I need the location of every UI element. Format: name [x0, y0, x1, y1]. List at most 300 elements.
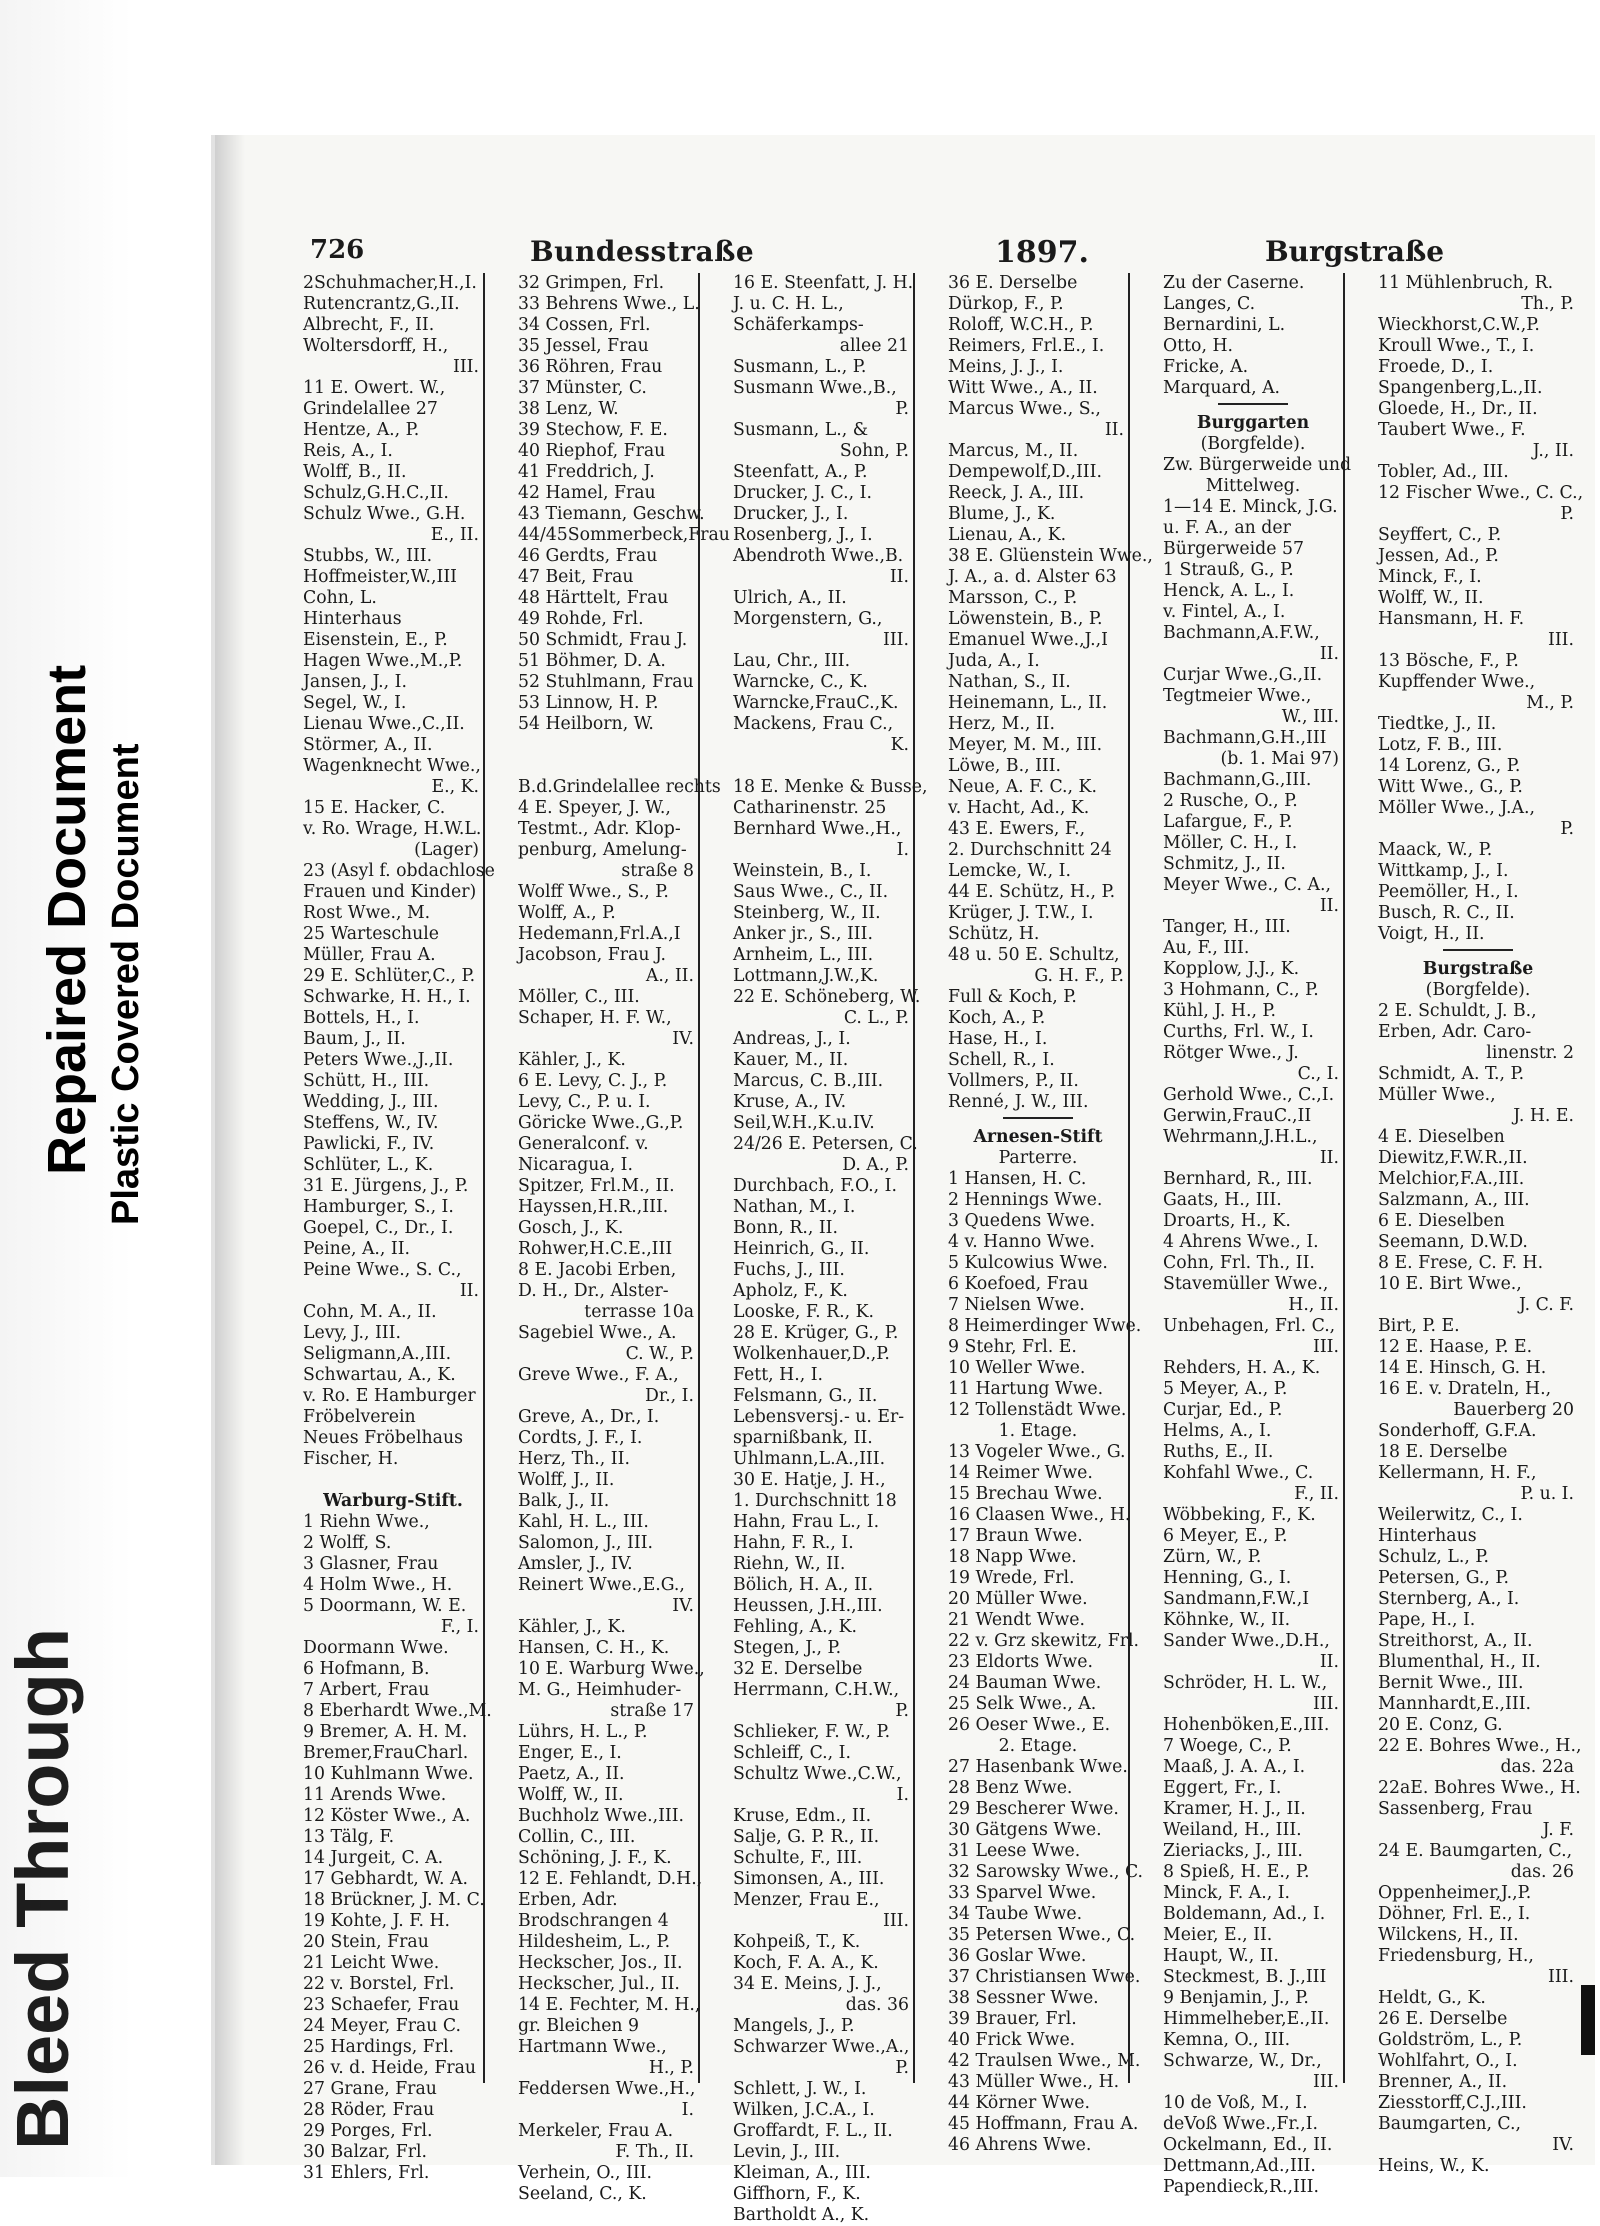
directory-entry: Seemann, D.W.D. — [1378, 1232, 1528, 1252]
directory-entry: Juda, A., I. — [948, 651, 1040, 671]
directory-entry: 4 v. Hanno Wwe. — [948, 1232, 1095, 1252]
directory-entry: Hahn, F. R., I. — [733, 1533, 854, 1553]
directory-entry: Fröbelverein — [303, 1407, 416, 1427]
directory-entry: 31 E. Jürgens, J., P. — [303, 1176, 469, 1196]
bleed-through-label: Bleed Through — [1, 1627, 84, 2150]
directory-entry: 30 E. Hatje, J. H., — [733, 1470, 886, 1490]
directory-entry: Bremer,FrauCharl. — [303, 1743, 469, 1763]
directory-entry: straße 17 — [610, 1701, 694, 1721]
directory-entry: u. F. A., an der — [1163, 518, 1291, 538]
directory-entry: Mittelweg. — [1205, 476, 1301, 496]
section-divider — [1378, 949, 1578, 959]
directory-entry: III. — [883, 1911, 909, 1931]
directory-entry: Mangels, J., P. — [733, 2016, 855, 2036]
directory-entry: Sternberg, A., I. — [1378, 1589, 1520, 1609]
directory-entry: Dettmann,Ad.,III. — [1163, 2156, 1316, 2176]
directory-entry: 16 E. Steenfatt, J. H. — [733, 273, 914, 293]
directory-entry: Saus Wwe., C., II. — [733, 882, 889, 902]
section-divider — [1163, 403, 1343, 413]
directory-entry: Bölich, H. A., II. — [733, 1575, 874, 1595]
directory-entry: (Borgfelde). — [1200, 434, 1306, 454]
directory-entry: 14 E. Hinsch, G. H. — [1378, 1358, 1547, 1378]
directory-entry: (Borgfelde). — [1425, 980, 1531, 1000]
directory-entry: 35 Jessel, Frau — [518, 336, 649, 356]
directory-entry: 12 Fischer Wwe., C. C., — [1378, 483, 1584, 503]
directory-entry: A., II. — [645, 966, 694, 986]
directory-entry: Haupt, W., II. — [1163, 1946, 1279, 1966]
directory-entry: Rutencrantz,G.,II. — [303, 294, 460, 314]
directory-entry: Döhner, Frl. E., I. — [1378, 1904, 1531, 1924]
directory-entry: Brodschrangen 4 — [518, 1911, 669, 1931]
directory-entry: Lottmann,J.W.,K. — [733, 966, 879, 986]
directory-entry — [518, 735, 698, 756]
directory-entry: Dürkop, F., P. — [948, 294, 1064, 314]
directory-entry: 13 Tälg, F. — [303, 1827, 395, 1847]
directory-entry: 2. Etage. — [998, 1736, 1078, 1756]
directory-entry: Jansen, J., I. — [303, 672, 407, 692]
directory-entry: Reis, A., I. — [303, 441, 393, 461]
plastic-covered-label: Plastic Covered Document — [105, 743, 147, 1225]
directory-entry: 24 Bauman Wwe. — [948, 1673, 1102, 1693]
directory-entry: Eggert, Fr., I. — [1163, 1778, 1282, 1798]
directory-entry: 6 E. Dieselben — [1378, 1211, 1505, 1231]
directory-entry: 52 Stuhlmann, Frau — [518, 672, 694, 692]
directory-entry: Lienau Wwe.,C.,II. — [303, 714, 465, 734]
directory-entry: penburg, Amelung- — [518, 840, 687, 860]
directory-entry: Cohn, Frl. Th., II. — [1163, 1253, 1315, 1273]
directory-entry: 23 (Asyl f. obdachlose — [303, 861, 495, 881]
directory-entry: J., II. — [1532, 441, 1574, 461]
section-heading: Warburg-Stift. — [323, 1491, 463, 1511]
directory-entry: 2 E. Schuldt, J. B., — [1378, 1001, 1537, 1021]
directory-entry: 7 Woege, C., P. — [1163, 1736, 1292, 1756]
directory-entry: Helms, A., I. — [1163, 1421, 1272, 1441]
directory-entry: 11 Arends Wwe. — [303, 1785, 447, 1805]
directory-entry: 22aE. Bohres Wwe., H. — [1378, 1778, 1581, 1798]
directory-entry: Bottels, H., I. — [303, 1008, 420, 1028]
directory-entry: Curjar Wwe.,G.,II. — [1163, 665, 1323, 685]
directory-entry: Marcus, C. B.,III. — [733, 1071, 884, 1091]
directory-entry: Sohn, P. — [839, 441, 909, 461]
directory-entry: Vollmers, P., II. — [948, 1071, 1079, 1091]
directory-entry: Ockelmann, Ed., II. — [1163, 2135, 1333, 2155]
directory-entry: Greve, A., Dr., I. — [518, 1407, 660, 1427]
directory-entry: J. C. F. — [1519, 1295, 1574, 1315]
directory-entry: Mannhardt,E.,III. — [1378, 1694, 1532, 1714]
section-heading: Burgstraße — [1422, 959, 1534, 979]
directory-entry: 4 Holm Wwe., H. — [303, 1575, 453, 1595]
directory-entry: Lührs, H. L., P. — [518, 1722, 648, 1742]
directory-entry: D. A., P. — [842, 1155, 909, 1175]
directory-entry: Rost Wwe., M. — [303, 903, 431, 923]
directory-entry: II. — [1319, 896, 1339, 916]
directory-entry: v. Ro. Wrage, H.W.L. — [303, 819, 482, 839]
directory-entry: 19 Kohte, J. F. H. — [303, 1911, 451, 1931]
directory-entry: 47 Beit, Frau — [518, 567, 634, 587]
directory-entry: Otto, H. — [1163, 336, 1234, 356]
directory-entry: 10 Weller Wwe. — [948, 1358, 1086, 1378]
directory-entry: 1. Durchschnitt 18 — [733, 1491, 897, 1511]
directory-entry: Herz, M., II. — [948, 714, 1055, 734]
directory-entry: Wilken, J.C.A., I. — [733, 2100, 875, 2120]
directory-entry: Krüger, J. T.W., I. — [948, 903, 1094, 923]
directory-entry: 7 Nielsen Wwe. — [948, 1295, 1085, 1315]
directory-entry: 16 E. v. Drateln, H., — [1378, 1379, 1552, 1399]
directory-entry: 37 Münster, C. — [518, 378, 647, 398]
directory-entry: Herz, Th., II. — [518, 1449, 630, 1469]
directory-entry: 29 E. Schlüter,C., P. — [303, 966, 476, 986]
column-4 — [948, 273, 1153, 2155]
year-heading: 1897. — [995, 235, 1089, 270]
directory-entry: Salomon, J., III. — [518, 1533, 654, 1553]
directory-entry: Albrecht, F., II. — [303, 315, 435, 335]
directory-entry: IV. — [1552, 2135, 1574, 2155]
directory-entry: 25 Warteschule — [303, 924, 440, 944]
directory-entry: Abendroth Wwe.,B. — [733, 546, 904, 566]
section-divider — [948, 1117, 1128, 1127]
directory-entry: Wolkenhauer,D.,P. — [733, 1344, 890, 1364]
directory-entry: Cohn, L. — [303, 588, 377, 608]
directory-entry: Zürn, W., P. — [1163, 1547, 1262, 1567]
directory-entry: Melchior,F.A.,III. — [1378, 1169, 1525, 1189]
directory-entry: das. 26 — [1510, 1862, 1574, 1882]
directory-entry: 13 Bösche, F., P. — [1378, 651, 1519, 671]
column-6 — [1378, 273, 1584, 2176]
page-edge-mark — [1581, 1985, 1595, 2055]
directory-entry: Neues Fröbelhaus — [303, 1428, 463, 1448]
directory-entry: Gosch, J., K. — [518, 1218, 624, 1238]
directory-entry: Schwarzer Wwe.,A., — [733, 2037, 910, 2057]
directory-entry: Fischer, H. — [303, 1449, 399, 1469]
directory-entry — [518, 756, 698, 777]
directory-entry: Koch, A., P. — [948, 1008, 1046, 1028]
directory-entry: 12 Tollenstädt Wwe. — [948, 1400, 1127, 1420]
directory-entry: Reeck, J. A., III. — [948, 483, 1085, 503]
section-heading: Arnesen-Stift — [973, 1127, 1103, 1147]
directory-entry: Bernhard, R., III. — [1163, 1169, 1313, 1189]
directory-entry: Bernhard Wwe.,H., — [733, 819, 902, 839]
directory-entry: Wittkamp, J., I. — [1378, 861, 1509, 881]
directory-entry: 12 Köster Wwe., A. — [303, 1806, 471, 1826]
directory-entry: Lafargue, F., P. — [1163, 812, 1293, 832]
directory-entry: Wöbbeking, F., K. — [1163, 1505, 1316, 1525]
directory-entry: Parterre. — [998, 1148, 1078, 1168]
directory-entry: Hoffmeister,W.,III — [303, 567, 457, 587]
directory-entry: Pawlicki, F., IV. — [303, 1134, 435, 1154]
directory-entry: Drucker, J. C., I. — [733, 483, 872, 503]
directory-entry: C. L., P. — [843, 1008, 909, 1028]
directory-entry: 1 Strauß, G., P. — [1163, 560, 1294, 580]
directory-entry: 8 E. Jacobi Erben, — [518, 1260, 677, 1280]
directory-entry: Schmitz, J., II. — [1163, 854, 1286, 874]
directory-entry: Schaper, H. F. W., — [518, 1008, 672, 1028]
directory-entry: 15 Brechau Wwe. — [948, 1484, 1103, 1504]
directory-entry: Sonderhoff, G.F.A. — [1378, 1421, 1537, 1441]
directory-entry: Warncke,FrauC.,K. — [733, 693, 899, 713]
directory-entry: Köhnke, W., II. — [1163, 1610, 1291, 1630]
directory-entry: Jessen, Ad., P. — [1378, 546, 1499, 566]
directory-entry: Bernit Wwe., III. — [1378, 1673, 1524, 1693]
directory-entry: Zu der Caserne. — [1163, 273, 1305, 293]
directory-entry: P. — [1560, 504, 1574, 524]
directory-entry: Hayssen,H.R.,III. — [518, 1197, 669, 1217]
directory-entry: II. — [1104, 420, 1124, 440]
directory-entry: Kroull Wwe., T., I. — [1378, 336, 1535, 356]
directory-entry: 44/45Sommerbeck,Frau — [518, 525, 730, 545]
directory-entry: 46 Gerdts, Frau — [518, 546, 658, 566]
directory-entry: P. — [895, 2058, 909, 2078]
directory-entry: 48 Härttelt, Frau — [518, 588, 669, 608]
directory-entry: Goldström, L., P. — [1378, 2030, 1523, 2050]
directory-entry: Bachmann,G.,III. — [1163, 770, 1312, 790]
directory-entry: Looske, F. R., K. — [733, 1302, 875, 1322]
street-heading-right: Burgstraße — [1265, 235, 1445, 268]
page-number: 726 — [310, 235, 365, 265]
directory-entry: D. H., Dr., Alster- — [518, 1281, 669, 1301]
directory-entry: Tobler, Ad., III. — [1378, 462, 1509, 482]
directory-entry: 17 Braun Wwe. — [948, 1526, 1083, 1546]
directory-entry: Kramer, H. J., II. — [1163, 1799, 1306, 1819]
directory-entry: 2 Rusche, O., P. — [1163, 791, 1298, 811]
directory-entry: 14 E. Fechter, M. H., — [518, 1995, 701, 2015]
directory-entry: 2 Hennings Wwe. — [948, 1190, 1103, 1210]
directory-entry: Gerwin,FrauC.,II — [1163, 1106, 1312, 1126]
directory-entry: Salzmann, A., III. — [1378, 1190, 1530, 1210]
directory-entry: terrasse 10a — [584, 1302, 694, 1322]
directory-entry: 1 Riehn Wwe., — [303, 1512, 430, 1532]
directory-entry: 40 Frick Wwe. — [948, 2030, 1076, 2050]
directory-entry: Wieckhorst,C.W.,P. — [1378, 315, 1540, 335]
directory-entry: Hedemann,Frl.A.,I — [518, 924, 681, 944]
directory-entry: Hartmann Wwe., — [518, 2037, 667, 2057]
directory-entry: III. — [1313, 1337, 1339, 1357]
directory-entry: Möller, C. H., I. — [1163, 833, 1298, 853]
directory-entry: 38 E. Glüenstein Wwe., — [948, 546, 1153, 566]
directory-entry: Cordts, J. F., I. — [518, 1428, 643, 1448]
directory-entry: C. W., P. — [625, 1344, 694, 1364]
directory-entry: 25 Selk Wwe., A. — [948, 1694, 1097, 1714]
directory-entry: Fett, H., I. — [733, 1365, 824, 1385]
directory-entry: Wolff, W., II. — [518, 1785, 624, 1805]
directory-entry: Heins, W., K. — [1378, 2156, 1490, 2176]
directory-entry: Schäferkamps- — [733, 315, 864, 335]
directory-entry: 3 Quedens Wwe. — [948, 1211, 1096, 1231]
directory-entry: 14 Reimer Wwe. — [948, 1463, 1093, 1483]
directory-entry: 10 Kuhlmann Wwe. — [303, 1764, 474, 1784]
directory-entry: Greve Wwe., F. A., — [518, 1365, 679, 1385]
directory-entry: 26 Oeser Wwe., E. — [948, 1715, 1111, 1735]
directory-entry: 22 v. Grz skewitz, Frl. — [948, 1631, 1140, 1651]
directory-entry: 33 Sparvel Wwe. — [948, 1883, 1097, 1903]
directory-entry: 44 E. Schütz, H., P. — [948, 882, 1116, 902]
directory-entry: Schleiff, C., I. — [733, 1743, 851, 1763]
directory-entry: 37 Christiansen Wwe. — [948, 1967, 1141, 1987]
directory-entry: Lau, Chr., III. — [733, 651, 851, 671]
directory-entry: Full & Koch, P. — [948, 987, 1077, 1007]
directory-entry: Catharinenstr. 25 — [733, 798, 887, 818]
directory-entry: Levy, J., III. — [303, 1323, 401, 1343]
directory-entry: Tegtmeier Wwe., — [1163, 686, 1312, 706]
directory-entry: 2. Durchschnitt 24 — [948, 840, 1112, 860]
directory-entry: 26 v. d. Heide, Frau — [303, 2058, 477, 2078]
directory-entry: 45 Hoffmann, Frau A. — [948, 2114, 1139, 2134]
directory-entry: Arnheim, L., III. — [733, 945, 874, 965]
directory-entry: 46 Ahrens Wwe. — [948, 2135, 1092, 2155]
directory-entry: 27 Grane, Frau — [303, 2079, 437, 2099]
directory-entry: 27 Hasenbank Wwe. — [948, 1757, 1128, 1777]
directory-entry: Gerhold Wwe., C.,I. — [1163, 1085, 1335, 1105]
directory-entry: (Lager) — [414, 840, 479, 860]
repaired-document-label: Repaired Document — [37, 664, 97, 1175]
directory-entry: Lebensversj.- u. Er- — [733, 1407, 905, 1427]
directory-entry: Wedding, J., III. — [303, 1092, 439, 1112]
directory-entry: 19 Wrede, Frl. — [948, 1568, 1075, 1588]
directory-entry: J. H. E. — [1513, 1106, 1574, 1126]
directory-entry: Generalconf. v. — [518, 1134, 649, 1154]
directory-entry: Bachmann,G.H.,III — [1163, 728, 1327, 748]
directory-entry: M. G., Heimhuder- — [518, 1680, 682, 1700]
directory-entry: Anker jr., S., III. — [733, 924, 873, 944]
directory-entry: Bernardini, L. — [1163, 315, 1286, 335]
directory-entry: III. — [1548, 1967, 1574, 1987]
directory-entry: Henning, G., I. — [1163, 1568, 1292, 1588]
directory-entry: Gaats, H., III. — [1163, 1190, 1282, 1210]
directory-entry: Schultz Wwe.,C.W., — [733, 1764, 902, 1784]
directory-entry: 1. Etage. — [998, 1421, 1078, 1441]
directory-entry: Kruse, Edm., II. — [733, 1806, 872, 1826]
directory-entry: Kohpeiß, T., K. — [733, 1932, 861, 1952]
directory-entry: Uhlmann,L.A.,III. — [733, 1449, 886, 1469]
directory-entry: Levy, C., P. u. I. — [518, 1092, 651, 1112]
directory-entry: 28 E. Krüger, G., P. — [733, 1323, 899, 1343]
directory-entry: (b. 1. Mai 97) — [1220, 749, 1339, 769]
directory-entry: Unbehagen, Frl. C., — [1163, 1316, 1336, 1336]
directory-entry: Maack, W., P. — [1378, 840, 1493, 860]
directory-entry: Heinemann, L., II. — [948, 693, 1108, 713]
directory-entry: Susmann Wwe.,B., — [733, 378, 897, 398]
directory-entry: Reimers, Frl.E., I. — [948, 336, 1105, 356]
directory-entry: Wolff, A., P. — [518, 903, 616, 923]
directory-entry: J. F. — [1542, 1820, 1574, 1840]
directory-entry: v. Hacht, Ad., K. — [948, 798, 1090, 818]
directory-entry: 4 E. Speyer, J. W., — [518, 798, 671, 818]
directory-entry: Sassenberg, Frau — [1378, 1799, 1533, 1819]
directory-entry: K. — [890, 735, 909, 755]
directory-entry: 30 Gätgens Wwe. — [948, 1820, 1102, 1840]
directory-entry: Schröder, H. L. W., — [1163, 1673, 1328, 1693]
directory-entry: Blume, J., K. — [948, 504, 1056, 524]
directory-entry: Andreas, J., I. — [733, 1029, 851, 1049]
directory-entry: III. — [1548, 630, 1574, 650]
directory-entry: 28 Röder, Frau — [303, 2100, 435, 2120]
directory-entry: Kleiman, A., III. — [733, 2163, 871, 2183]
directory-entry: Marcus, M., II. — [948, 441, 1079, 461]
directory-entry: Schulz Wwe., G.H. — [303, 504, 466, 524]
directory-entry: P. — [895, 1701, 909, 1721]
directory-entry: Lienau, A., K. — [948, 525, 1067, 545]
directory-entry: Seyffert, C., P. — [1378, 525, 1502, 545]
directory-entry: Schlett, J. W., I. — [733, 2079, 867, 2099]
directory-entry — [303, 1470, 483, 1491]
directory-entry: Sandmann,F.W.,I — [1163, 1589, 1310, 1609]
directory-entry: 31 Leese Wwe. — [948, 1841, 1081, 1861]
directory-entry: 8 Spieß, H. E., P. — [1163, 1862, 1310, 1882]
directory-entry: F., II. — [1294, 1484, 1339, 1504]
directory-entry: Ulrich, A., II. — [733, 588, 847, 608]
directory-entry: Schwarze, W., Dr., — [1163, 2051, 1322, 2071]
directory-entry: Wolff, J., II. — [518, 1470, 615, 1490]
directory-entry: Schlüter, L., K. — [303, 1155, 434, 1175]
directory-entry: 38 Sessner Wwe. — [948, 1988, 1099, 2008]
directory-entry: E., II. — [430, 525, 479, 545]
directory-entry: 34 Taube Wwe. — [948, 1904, 1083, 1924]
directory-entry: Emanuel Wwe.,J.,I — [948, 630, 1108, 650]
directory-entry: Tanger, H., III. — [1163, 917, 1291, 937]
directory-entry: Felsmann, G., II. — [733, 1386, 878, 1406]
directory-entry: 21 Wendt Wwe. — [948, 1610, 1085, 1630]
directory-entry: Riehn, W., II. — [733, 1554, 846, 1574]
directory-entry: 49 Rohde, Frl. — [518, 609, 644, 629]
directory-entry: Au, F., III. — [1163, 938, 1250, 958]
directory-entry: 42 Traulsen Wwe., M. — [948, 2051, 1141, 2071]
directory-entry: Simonsen, A., III. — [733, 1869, 885, 1889]
directory-entry: Steenfatt, A., P. — [733, 462, 868, 482]
directory-entry: Schütt, H., III. — [303, 1071, 430, 1091]
directory-entry: Seil,W.H.,K.u.IV. — [733, 1113, 875, 1133]
directory-entry: Th., P. — [1521, 294, 1574, 314]
directory-entry: Kähler, J., K. — [518, 1050, 626, 1070]
directory-entry: Schwartau, A., K. — [303, 1365, 456, 1385]
directory-entry: 31 Ehlers, Frl. — [303, 2163, 430, 2183]
directory-entry: Busch, R. C., II. — [1378, 903, 1515, 923]
directory-entry: F., I. — [440, 1617, 479, 1637]
directory-entry: II. — [1319, 1652, 1339, 1672]
directory-entry: 36 Goslar Wwe. — [948, 1946, 1087, 1966]
directory-entry: 18 E. Menke & Busse, — [733, 777, 928, 797]
directory-entry: I. — [896, 840, 909, 860]
directory-entry: 29 Bescherer Wwe. — [948, 1799, 1119, 1819]
directory-entry: Wolff Wwe., S., P. — [518, 882, 669, 902]
directory-entry: F. Th., II. — [615, 2142, 694, 2162]
directory-entry: Müller, Frau A. — [303, 945, 436, 965]
directory-entry: 5 Kulcowius Wwe. — [948, 1253, 1108, 1273]
directory-entry: Hinterhaus — [303, 609, 402, 629]
directory-columns — [303, 273, 1585, 2225]
directory-entry: 18 Brückner, J. M. C. — [303, 1890, 485, 1910]
directory-entry: 24/26 E. Petersen, C. — [733, 1134, 918, 1154]
directory-entry: Renné, J. W., III. — [948, 1092, 1089, 1112]
directory-entry: 33 Behrens Wwe., L. — [518, 294, 700, 314]
directory-entry: Testmt., Adr. Klop- — [518, 819, 681, 839]
directory-entry: 32 Grimpen, Frl. — [518, 273, 665, 293]
directory-entry: Oppenheimer,J.,P. — [1378, 1883, 1532, 1903]
directory-entry: Meier, E., II. — [1163, 1925, 1273, 1945]
directory-entry: 7 Arbert, Frau — [303, 1680, 430, 1700]
directory-entry: Diewitz,F.W.R.,II. — [1378, 1148, 1528, 1168]
directory-entry: Froede, D., I. — [1378, 357, 1494, 377]
directory-entry: Weiland, H., III. — [1163, 1820, 1302, 1840]
directory-entry: Peine Wwe., S. C., — [303, 1260, 462, 1280]
directory-entry: Rohwer,H.C.E.,III — [518, 1239, 673, 1259]
directory-entry: 20 E. Conz, G. — [1378, 1715, 1503, 1735]
directory-entry: Hansmann, H. F. — [1378, 609, 1525, 629]
directory-entry: IV. — [672, 1596, 694, 1616]
directory-entry: C., I. — [1297, 1064, 1339, 1084]
directory-entry: Sagebiel Wwe., A. — [518, 1323, 677, 1343]
directory-entry: P. u. I. — [1520, 1484, 1574, 1504]
directory-entry: Weilerwitz, C., I. — [1378, 1505, 1523, 1525]
directory-entry: Spitzer, Frl.M., II. — [518, 1176, 675, 1196]
